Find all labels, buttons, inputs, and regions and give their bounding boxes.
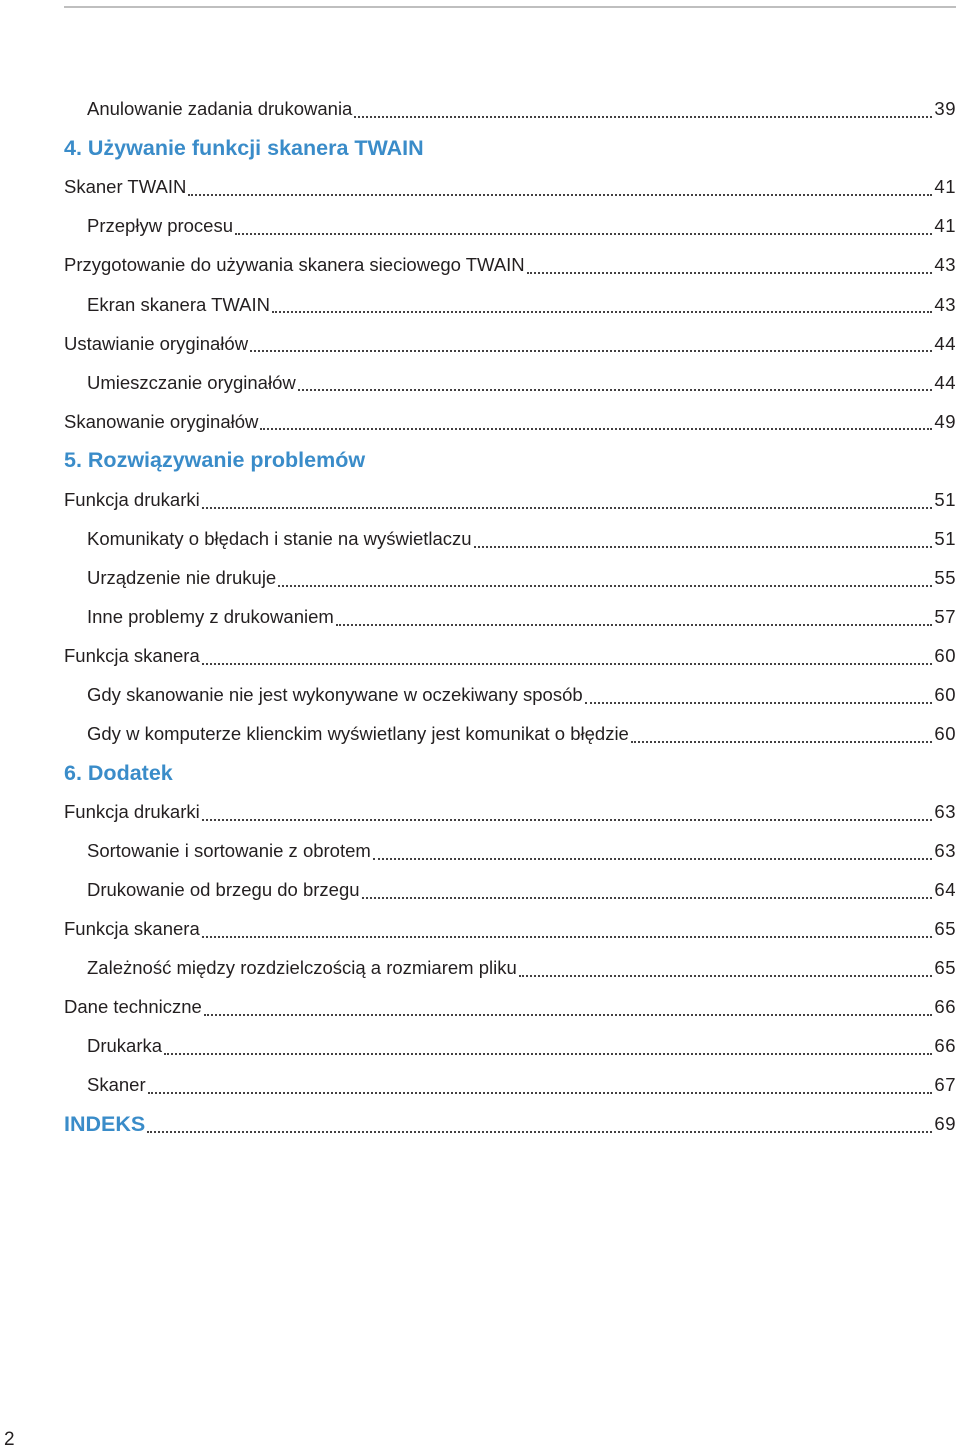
toc-dot-leader bbox=[336, 623, 933, 626]
toc-entry-label: Funkcja skanera bbox=[64, 644, 200, 666]
toc-entry-label: Funkcja drukarki bbox=[64, 801, 200, 823]
toc-dot-leader bbox=[147, 1130, 932, 1133]
top-rule bbox=[64, 6, 956, 8]
toc-entry-page: 64 bbox=[934, 879, 956, 901]
toc-dot-leader bbox=[585, 701, 933, 704]
table-of-contents bbox=[64, 90, 956, 1144]
toc-entry[interactable] bbox=[64, 871, 956, 910]
toc-entry[interactable] bbox=[64, 910, 956, 949]
toc-dot-leader bbox=[202, 818, 933, 821]
toc-entry-page: 41 bbox=[934, 215, 956, 237]
toc-entry[interactable] bbox=[64, 637, 956, 676]
toc-entry[interactable] bbox=[64, 598, 956, 637]
toc-dot-leader bbox=[235, 232, 932, 235]
toc-dot-leader bbox=[373, 857, 933, 860]
toc-entry-label: Gdy skanowanie nie jest wykonywane w oczekiwany sposób bbox=[87, 683, 583, 705]
toc-dot-leader bbox=[202, 935, 933, 938]
toc-entry-page: 57 bbox=[934, 605, 956, 627]
page-number: 2 bbox=[4, 1429, 15, 1450]
toc-entry-label: INDEKS bbox=[64, 1111, 146, 1136]
toc-entry-page: 65 bbox=[934, 918, 956, 940]
toc-entry[interactable] bbox=[64, 988, 956, 1027]
toc-entry-page: 44 bbox=[934, 332, 956, 354]
toc-chapter-heading bbox=[64, 441, 956, 480]
toc-entry-label: Sortowanie i sortowanie z obrotem bbox=[87, 840, 371, 862]
toc-chapter-heading bbox=[64, 754, 956, 793]
toc-dot-leader bbox=[527, 271, 933, 274]
toc-entry-page: 60 bbox=[934, 644, 956, 666]
toc-entry[interactable] bbox=[64, 676, 956, 715]
toc-entry-label: Drukowanie od brzegu do brzegu bbox=[87, 879, 360, 901]
toc-entry-page: 67 bbox=[934, 1074, 956, 1096]
toc-entry-label: Skanowanie oryginałów bbox=[64, 410, 259, 432]
toc-dot-leader bbox=[631, 740, 933, 743]
toc-entry-page: 43 bbox=[934, 293, 956, 315]
toc-dot-leader bbox=[354, 115, 932, 118]
toc-dot-leader bbox=[519, 974, 933, 977]
toc-entry-label: Komunikaty o błędach i stanie na wyświetlaczu bbox=[87, 527, 472, 549]
toc-entry[interactable] bbox=[64, 207, 956, 246]
toc-entry-page: 63 bbox=[934, 840, 956, 862]
toc-entry[interactable] bbox=[64, 559, 956, 598]
toc-entry-page: 66 bbox=[934, 1035, 956, 1057]
toc-entry[interactable] bbox=[64, 949, 956, 988]
toc-entry[interactable] bbox=[64, 90, 956, 129]
toc-dot-leader bbox=[164, 1052, 932, 1055]
toc-entry-page: 44 bbox=[934, 371, 956, 393]
toc-entry-label: Ustawianie oryginałów bbox=[64, 332, 249, 354]
toc-entry[interactable] bbox=[64, 168, 956, 207]
toc-entry-page: 60 bbox=[934, 683, 956, 705]
toc-entry[interactable] bbox=[64, 324, 956, 363]
toc-entry-page: 63 bbox=[934, 801, 956, 823]
toc-entry-label: Zależność między rozdzielczością a rozmiarem pliku bbox=[87, 957, 517, 979]
toc-dot-leader bbox=[204, 1013, 933, 1016]
toc-entry-label: Drukarka bbox=[87, 1035, 163, 1057]
toc-dot-leader bbox=[250, 349, 932, 352]
toc-entry[interactable] bbox=[64, 520, 956, 559]
toc-entry-label: 6. Dodatek bbox=[64, 760, 173, 785]
toc-entry-page: 39 bbox=[934, 98, 956, 120]
toc-chapter-heading bbox=[64, 129, 956, 168]
toc-dot-leader bbox=[272, 310, 932, 313]
toc-entry[interactable] bbox=[64, 793, 956, 832]
toc-entry[interactable] bbox=[64, 285, 956, 324]
toc-dot-leader bbox=[362, 896, 933, 899]
toc-entry-label: Dane techniczne bbox=[64, 996, 202, 1018]
toc-entry[interactable] bbox=[64, 363, 956, 402]
toc-entry-page: 43 bbox=[934, 254, 956, 276]
toc-entry-page: 55 bbox=[934, 566, 956, 588]
toc-entry-label: Przygotowanie do używania skanera sieciowego TWAIN bbox=[64, 254, 525, 276]
toc-dot-leader bbox=[148, 1091, 933, 1094]
toc-entry[interactable] bbox=[64, 715, 956, 754]
toc-entry-label: 4. Używanie funkcji skanera TWAIN bbox=[64, 135, 424, 160]
toc-entry-label: Przepływ procesu bbox=[87, 215, 234, 237]
toc-dot-leader bbox=[474, 545, 933, 548]
toc-entry-label: Anulowanie zadania drukowania bbox=[87, 98, 353, 120]
toc-entry-page: 65 bbox=[934, 957, 956, 979]
toc-dot-leader bbox=[278, 584, 932, 587]
toc-dot-leader bbox=[202, 662, 933, 665]
toc-entry-label: 5. Rozwiązywanie problemów bbox=[64, 448, 366, 473]
toc-entry[interactable] bbox=[64, 1105, 956, 1144]
toc-entry-page: 69 bbox=[934, 1113, 956, 1135]
toc-entry[interactable] bbox=[64, 832, 956, 871]
toc-dot-leader bbox=[188, 193, 932, 196]
toc-entry-label: Funkcja skanera bbox=[64, 918, 200, 940]
toc-dot-leader bbox=[202, 506, 933, 509]
toc-entry-label: Funkcja drukarki bbox=[64, 488, 200, 510]
toc-entry[interactable] bbox=[64, 480, 956, 519]
toc-dot-leader bbox=[260, 427, 932, 430]
toc-entry-page: 60 bbox=[934, 723, 956, 745]
toc-entry[interactable] bbox=[64, 246, 956, 285]
toc-entry-label: Skaner bbox=[87, 1074, 146, 1096]
toc-entry-label: Gdy w komputerze klienckim wyświetlany jest komunikat o błędzie bbox=[87, 723, 629, 745]
toc-entry[interactable] bbox=[64, 1027, 956, 1066]
toc-entry-page: 49 bbox=[934, 410, 956, 432]
toc-entry-page: 51 bbox=[934, 488, 956, 510]
toc-entry-page: 41 bbox=[934, 176, 956, 198]
toc-entry-label: Umieszczanie oryginałów bbox=[87, 371, 296, 393]
toc-entry-page: 66 bbox=[934, 996, 956, 1018]
toc-dot-leader bbox=[298, 388, 933, 391]
toc-entry[interactable] bbox=[64, 1066, 956, 1105]
toc-entry-label: Skaner TWAIN bbox=[64, 176, 187, 198]
toc-entry-label: Urządzenie nie drukuje bbox=[87, 566, 277, 588]
toc-entry-label: Inne problemy z drukowaniem bbox=[87, 605, 334, 627]
toc-entry-label: Ekran skanera TWAIN bbox=[87, 293, 271, 315]
toc-entry[interactable] bbox=[64, 402, 956, 441]
toc-entry-page: 51 bbox=[934, 527, 956, 549]
